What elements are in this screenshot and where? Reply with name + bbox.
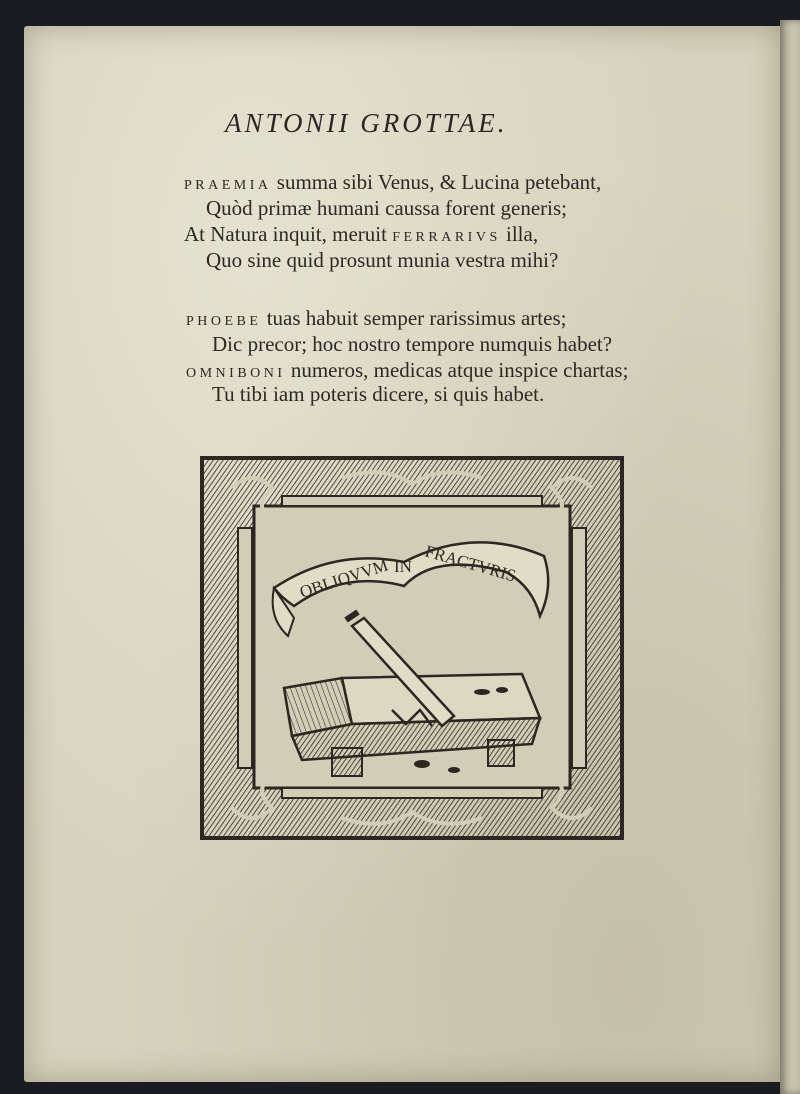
motto-right: FRACTVRIS <box>422 541 519 586</box>
running-head: ANTONII GROTTAE. <box>225 108 508 138</box>
verse-text: Quo sine quid prosunt munia vestra mihi? <box>206 248 559 272</box>
motto-center: IN <box>394 557 412 576</box>
verse-line <box>184 222 538 247</box>
verse-text: Dic precor; hoc nostro tempore numquis habet? <box>212 332 613 356</box>
verse-text: numeros, medicas atque inspice chartas; <box>290 358 629 382</box>
verse-line <box>212 382 544 407</box>
verse-smallcaps: OMNIBONI <box>186 366 286 381</box>
verse-text: tuas habuit semper rarissimus artes; <box>266 306 567 330</box>
slab-support <box>488 740 514 766</box>
verse-text: illa, <box>506 222 539 246</box>
verse-smallcaps: PHOEBE <box>186 314 262 329</box>
verse-smallcaps: PRAEMIA <box>184 178 272 193</box>
verse-line <box>212 332 612 357</box>
motto-left: OBLIQVVM <box>297 555 391 602</box>
verse-text: At Natura inquit, meruit <box>184 222 387 246</box>
verse-text: Tu tibi iam poteris dicere, si quis habet. <box>212 382 545 406</box>
verse-smallcaps: FERRARIVS <box>392 230 501 245</box>
emblem-woodcut <box>192 448 632 848</box>
verse-line <box>206 196 567 221</box>
facing-page-edge <box>780 20 800 1094</box>
verse-text: Quòd primæ humani caussa forent generis; <box>206 196 567 220</box>
slab-support <box>332 748 362 776</box>
verse-text: summa sibi Venus, & Lucina petebant, <box>276 170 602 194</box>
verse-line <box>186 306 566 331</box>
verse-line <box>206 248 558 273</box>
verse-line <box>186 358 628 383</box>
verse-line <box>184 170 601 195</box>
